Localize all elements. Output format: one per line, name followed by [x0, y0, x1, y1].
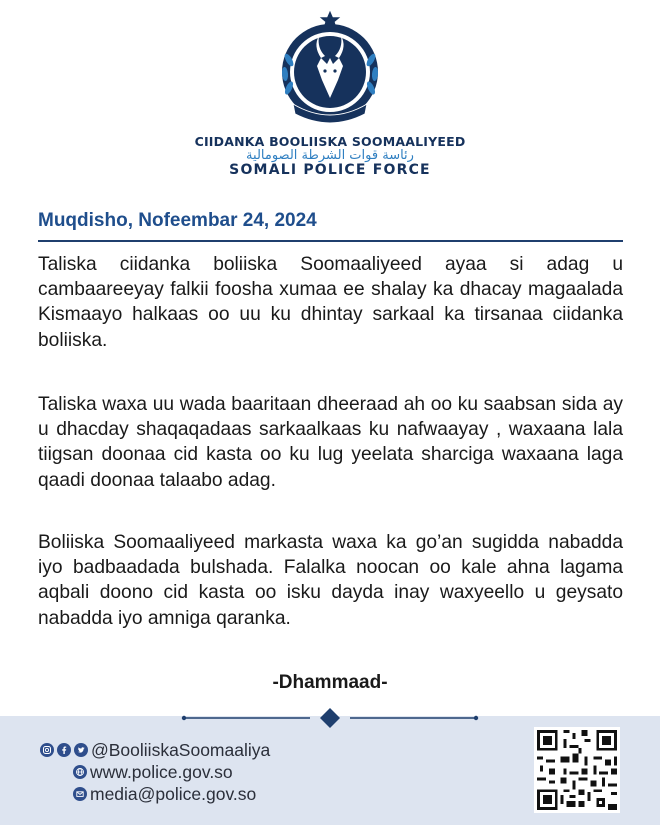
header-divider — [38, 240, 623, 242]
website-row — [73, 762, 233, 782]
email-link[interactable]: media@police.gov.so — [90, 783, 257, 804]
mail-icon — [73, 787, 87, 801]
org-name-somali: CIIDANKA BOOLIISKA SOOMAALIYEED — [194, 134, 466, 149]
letterhead — [0, 0, 660, 190]
org-name-arabic: رئاسة قوات الشرطة الصومالية — [246, 148, 414, 163]
twitter-icon[interactable] — [74, 743, 88, 757]
social-row — [40, 740, 270, 760]
closing-text: -Dhammaad- — [272, 672, 388, 693]
email-row — [73, 784, 256, 804]
paragraph-1: Taliska ciidanka boliiska Soomaaliyeed ayaa si adag u cambaareeyay falkii foosha xumaa ee shalay ka dhacay magaalada Kismaayo halkaas oo uu ku dhintay sarkaal ka tirsanaa ciidanka boliiska. — [38, 254, 623, 351]
facebook-icon[interactable] — [57, 743, 71, 757]
dateline: Muqdisho, Nofeembar 24, 2024 — [38, 210, 317, 231]
globe-icon — [73, 765, 87, 779]
org-name-english: SOMALI POLICE FORCE — [229, 162, 431, 178]
police-emblem-logo — [275, 8, 385, 126]
paragraph-2: Taliska waxa uu wada baaritaan dheeraad ah oo ku saabsan sida ay u dhacday shaqaqadaas sarkaalkaas ku nafwaayay , waxaana lala tiigsan doonaa cid kasta oo ku lug yeelata sharciga waxaana laga qaadi doonaa talaabo adag. — [38, 394, 623, 491]
ornament-divider — [180, 706, 480, 730]
website-link[interactable]: www.police.gov.so — [90, 761, 233, 782]
qr-code[interactable] — [534, 727, 620, 813]
paragraph-3: Boliiska Soomaaliyeed markasta waxa ka go’an sugidda nabadda iyo badbaadada bulshada. Falalka noocan oo kale ahna lagama aqbali doono cid kasta oo isku dayda inay waxyeello u geysato nabadda iyo amniga qaranka. — [38, 532, 623, 629]
social-handle[interactable]: @BooliiskaSoomaaliya — [91, 739, 271, 760]
instagram-icon[interactable] — [40, 743, 54, 757]
